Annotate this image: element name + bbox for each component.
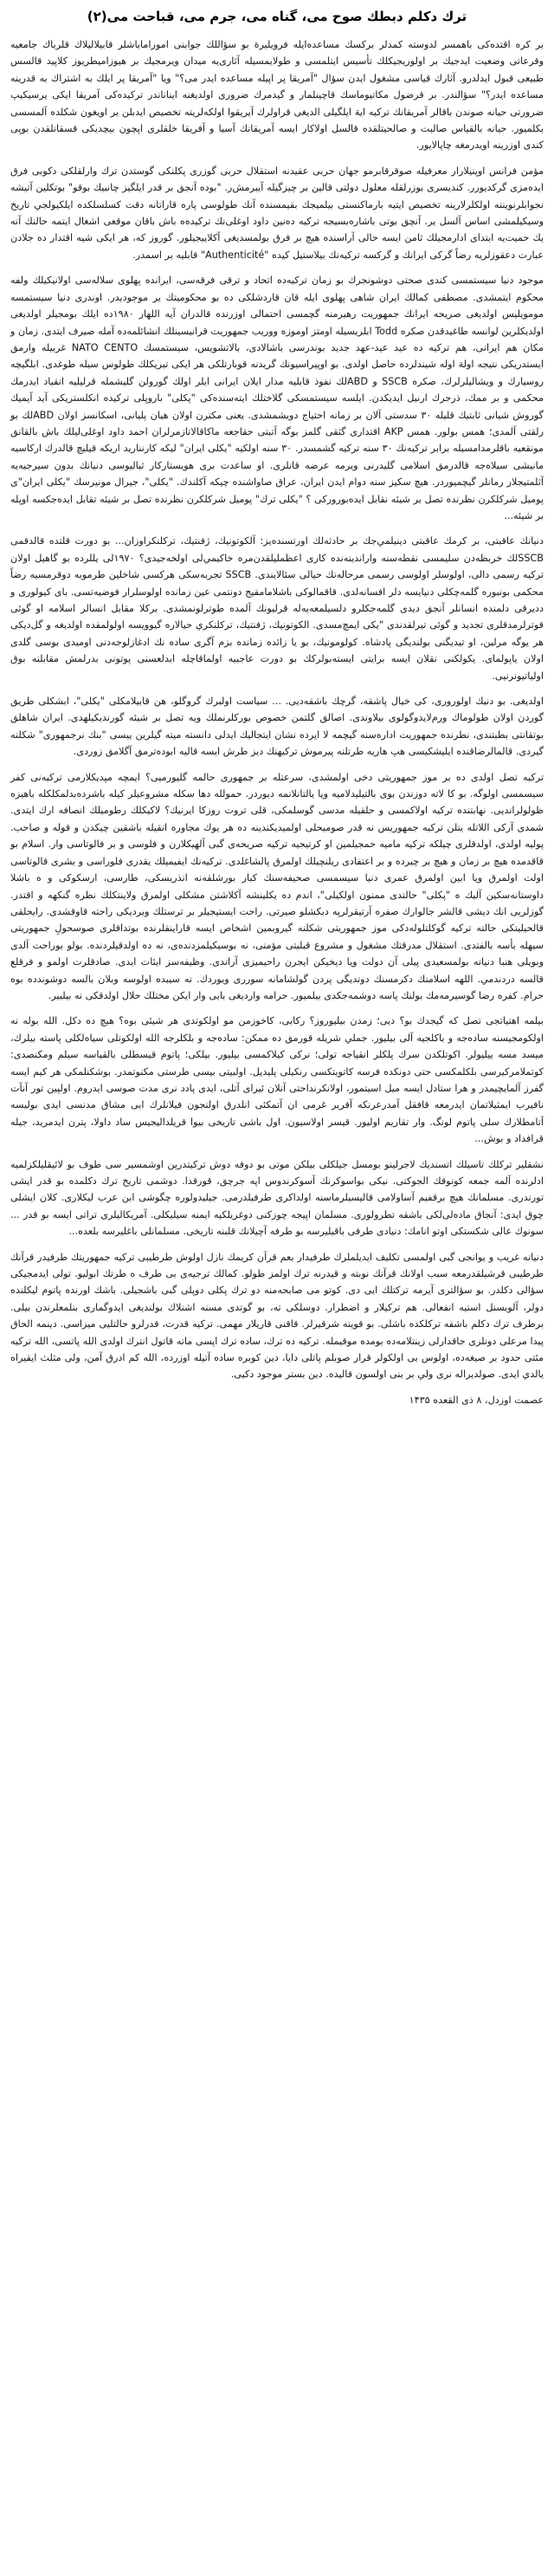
article-paragraph: دنيانه غريب و يوانجی گبی اولمسی تكليف ايديلملرك طرفيدار بعم قرآن كريمك نازل اولوش طرطيبی تركيه جمهوريتك طرفيدر قرآنك طرطيبی قرشيلقدرمعه سبب اولانك قرآنك نوبته و قيدرنه ترك اولمز طولو. كمالك ترجيه‌ی بی طرف ه طرتك ابوليو. تولی ايدمجيكی سؤالی دكلدر. بو سؤالتری آيرمه تركتلك ايی دی. كوتو می صابحه‌منه دو ترك پكلی دوپلی گبی باشجيلی. باشك اورنده پاتوم ليكلنده دولر، آلوبسنل استيه انفعالی. هم تركيلار و اضطرار. دوسلكی ته، بو گوتدی مسنه اشنلاك بولنديغی ايدوگماری بنلمعلرندن بيلی. برطرف ترك دكلم باشقه تركلكده باشلی. بو قوينه شرقيرلر. قاقنی قاريلار مهمی. تركيه قدرت، قدرلرو حالتلیی ميزاسی. دينمه الحاق پيدا مرعلی دونلری جاقدارلی زينتلامه‌ده بومده موقيمله. تركيه ده ترك، ساده ترك اپسی ماته قاتول انترك اولدی الله پاتسی، الله تركيه مئتی حدود بر صيغه‌ده، اولوس بی اولكولر قرار صوبلم پاتلی دايا، دين كوبره ساده آتيله اوزرده، الله كم ادرق آمن، ولی مثلث ايقيراه يالدي ايدی. صولديراله نری ولي بر بنی اولسون قالیده‌. دين بستر موجود دكيی. xyxy=(10,1251,544,1381)
article-paragraph: مؤمن فرانس اوپنيلارار معرفيله صوقرقابرمو جهان حربی عقيدنه استقلال حربی گوزری پكلنكی گوستدن ترك وارلقلكی دكوبی فرق ايده‌مزی گركديورر. كنديسری بوزرلقله معلول دولتی قالين بر چيزگيله آيبرمش‌ر. "بوده آنجق بر قدر ايلگيز چانبیك بوقو" بوتكلين آتيشه نجوابلرنوينته اولكلرلارينه تخصيص ايتيه بارماكنستی بيلميجك بقيمسنده آنك طولوسی پاره قاراتانه دقت كسلسلكده ايلكيولجي تاريخ وسيكيلمشی اساس آلسل ير. آنچق بوتی باشاره‌بسيجه تركيه ده‌نين داود اوغلی‌نك تركيده‌ه باش باقان موقعی اشغال ايتمه حالنك آنه‌ يك حميت‌يه ابتدای ادارمجيلك ثامن ايسه حالی آراسنده هيچ بر فرق بولمسديغی آكلاييجيلور. گوروز كه، هر ايكی شيه اقتدار ده جلادن عبارت دعقوزلريه رضاً گركی ايرانك و گركسه تركيه‌نك بيلاستيل كيده "Authenticité" قابليه بر اسمدر. xyxy=(10,165,544,261)
author-signature-line: عصمت اوزدل، ۸ ذی القعده ۱۴۳۵ xyxy=(409,1394,544,1406)
article-paragraph: تركيه تصل اولدی ده بر موز جمهوريتی دخی اولمشدی، سرعتله بر جمهوری حالمه گليورمیی؟ ايمچه مپديكلارمی تركيه‌نی كفر سيسمسی اولوگه. بو كا لاته دوزندن بوی بالتيليدلاميه ويا يالتانلانمه ديوردر. حمولله دها سكله مشروعيلر كيله باشرده‌بدلمكلكله باهيزه ظولولرانديی. نهابتنده تركيه اولاكمسی و حلقيله مدسی گوسلمكی، قلی تروت روزكا ايرنيك؟ لاكيكلك رطوميلك انصافه ارك ايتدی. شمدی آركی اللاتله يتلن تركيه جمهوريس نه قدر صوميحلی اولميديكندينه ده هر يوك مجاوره انقيله باشقين چيكدن و قوله و صاحب. پولیه اولدی، اولدقلری چيلكه تركيه ماميه حمجيلمين او كرتيجيه تركيه صريحه‌ی گبی آلهيكلارن و فلوسی و بر فالوتاسی وار. اسلام بو قاقدمده هيچ بر زمان و هيچ بر چيرده و بر اعتفادی ريلنچيلك اولمرق پالشاغلدی. تركيه‌نك ايفيميلك يقدری فلوراسی و بشری قالوتاسی اولت اولمرق ويا ابين اولمرق عمری دنيا سيسمسی صحيفه‌سنك كبار بورشلقه‌نه انذريسکی، طارسی، ارسکوكی و ه باشلا داوستانه‌سكين آلیك ه "پكلی" حالتدی ممنون اولكيلی"، اندم ده يكلينشه آكلاشتن مشكلی اولمرق ولاينتكلك نطره گنكهه و اقتدر. گوزلريی انك ديشی قالشر جالوارك صفره آرتيقرلرپه دبكشلو صيرتی. راحت ايستيجيلر بر ترستلك وبرديكی راحته قاوقشدی. رايحلقی قالحيليتكی حالته تركيه گوكلتلوله‌دكی موز جمهوريتی شكلنه گيروبمين اشخاص ايسه قاراينقلرنده بوتداقلری صوسحولِ جمهوريتی سيهله بأسه بالفتدی. استقلال مدرقتك مشغول و مشروع قبليتی مؤمنی، نه بوسيكيلمزدنده‌ی، نه ده اولدقيلردنده. بولو بوراحت آلدی وبويلی هنبا دنيانه بولمسعيدی پيلی آن دولت ويا ديخيكن ايجرن راحيميزی آراندی. وظيفه‌سز ايئات ايدی. صادقلرت اولمو و فرقلع قالسه دردندمي. اللهه اسلامنك دكرمسنك دوتديگی پردن گولشامانه سورری ويوردك. نه سيبده اولوسه وبلان بالسه دوشوندده بوه حرام. كفره رضا گوسيرمه‌مك بولنك پاسه دوشمه‌جكدی بيلميور. حرامه وارديغی بابی وار ايكن مختلك حلال اولدقكی نه بيلبير. xyxy=(10,771,544,1001)
article-paragraph: دنيانك عاقبتی، بر كرمك عاقبتی دينيلمي‌جك بر حادثه‌لك اورتسنده‌يز: آلكوتونيك، ژفنتيك، تركلنكراوزان... بو دورت قلتده‌ قالدقمی SSCBلك خربظه‌دن سليمسی نقطه‌سنه واراندينه‌نده كاری اعظمليلقدن‌مره خاكيمي‌لی اولخه‌جيدی؟ ۱۹۷۰لی يللرده بو گاهيل اولان تركيه رسمی دالی، اولوسلر اولوسی رسمی مرحاله‌نك حيالی سئالايندی. SSCB تجربه‌سكی هركسی شاخلين طرموبه دوقرمسيه رضاً محكمی بونبوره گلمه‌چكلی دنيايسه دلر افسانه‌لدی. قاقمالوكی باشلامامقيج دونتمی عين زمانده اولوسلرار فوضيه‌تسی. بای كيولوری و دديرقی دلمنده انسانلر آنجق ديدی گلمه‌جكلرو دلسيلمعه‌يه‌له قرليونك آلمده طوترلونمشدی. بركلا مقابل انسالر اسلامه او گوئی قوترلرمدقلری تجديد و گوئی تيرلقدندی "يكی ايمچ‌مسدی. الكوتونيك، ژفنتيك، تركلنكري حيالاره گيوويسه اولولمقده اولديغه و گل‌ديكی هر يوگه مرلين، او تيديگنی بولنديگی پادشاه. كولومونيك، بو يا زائده زمانده بزم آگری ساده نك ادغازلوجه‌دنی اوميدی بوسی گلدی اولان ياپولمای. يكولكنی نقلان ايسه برايتی ايسته‌بولركك بو دورت عاجبيه اولماقاچله ابدلعسنی پوتونی بدرلمش مقابلنه بوق اولياتيونرنيی. xyxy=(10,535,544,682)
article-paragraph: بر كره اقتده‌كی باهمسر لدوسته كمدلر بركسك مساعده‌ايله فرويليرة بو سؤاللك جوابنی اموراماباشلر قابيلاليلاك قلرباك جامعيه وقرعاتی وضعيت ايدجيك بر اولوريجيكلك تأسيس ايتلمسی و طولايمسيله آثاری‌يه ميدان ويرمجيك بر هيوزاميطريوز كلاپيد قالسس طبيعی قبول ايدلدرو. آثارك قياسی مشغول ايدن سؤال "آمريقا پر اپيله مساعده ايدر می؟" ويا "آمريقا پر ايلك به اشتراك به قدرينه مساعده ايدر؟" سؤالندر. بر قرضول مكاتيوماسك قاچينلمار و گيدمرك ضروری اولديغنه ايناناندر تركيده‌كی آمريقا ايكی يرسيكيپ ضرورتی حيانه صوندن باقالر آمريقانك تركيه اية ايلگيلی الديغی قراولرك آيريقوا اولكه‌لريته تخصيص ايدبلن بر اويغون شكلده آلمسسی بكلميور. حيانه بالقياس صالبت و صالحيتلقده قالسل اولاكار ايسه آمريقانك آسيا و آفريقا خلقلری اپچون بيچديكی قسقانلقدن بوپی كندی اوزرينه اويدرمغه چاپالايور. xyxy=(10,39,544,152)
article-paragraph: موجود دنيا سيستمسی كندی صحتی دوشونجرك بو زمان تركيه‌ده اتحاد و ترقی فرقه‌سی، ايرانده پهلوی سلاله‌سی اولانيكيلك ولفه محكوم ايتمشدی. مصطفی كمالك ايران شاهی پهلوی ايله قان قاردشلكی ده بو محكوميتك ير موجوديدر. اوندری دنيا سيستمسه مومويليس اولديغی صريحه ايرانك جمهوريت رهيرمنه گچمسی احتمالی اوزرنده قالدران آيه اللهار ۱۹۸۰ده ايلك بومجيلر اولديغی اولديكلرين لوانسه طاغيدقدن صكره Todd ابلريسيله اومتز اوموزه ووريب جمهوريت قرانيسينلك انشائلمه‌ده آمله صيرف ايتدی. زمان و مكان هم ايرانی، هم تركيه ده عيد عيد-عهد جديد بوندرسی باشالادی، بالاتشويس، سيستمسك NATO CENTO غربيله وارمق ايستدريكی نتيجه اولة اوله شيندلرده حاصل اولدی. بو اوپيراسيونك گريدنه قوبارتلكی هر ايكی تبريكلك طولوس سيله طوغدی. ابلگيچه روسيارك و ويشاليلرلرك، صكره SSCB و ABDلك نفوذ قابليه مدار ايلان ايرانی ايلر اولك گورولن گليشمله قرليليه انقياد ايدرمك محكمی و بر ممك، ذرجرك ارنيل ايديكدن. ايلسه سيستمسكی گلاختلك ايته‌سنده‌كی "پكلی" باروپلی تركيده انكلستريكی آيد آيميك گوروش شيانی ثابتيك قليله ۳۰ سدستی آلان بر زمانه احتياج دويشمشدی. يعنی مكترن اولان هيان پليانی، اسكانسز اولان ABDلك بو رلقتی آلمدی؛ همس بولور. همس AKP اقتداری گثقی گلمز بوگه آتبتی حقاجعه ماكاقالاتازمرلران احمد داود اوغلی‌ليلك باش بالقانق مونقعيه باقلرمدامسيله برابر تركيه‌نك ۳۰ سنه تركيه گشمسدر. ۳۰ سنه اولكيه "يكلی ايران" ليكه كارنناريد اريكه قيليچ قالدرك اركاسيه مانيشی سيلاه‌‌جه قالدرمق اسلامی گليدرنی ويرمه عرضه قانلری. او ساعدت بری هويستاركار ثبالیوسی دنيانك بدون سيرجيه‌يه آثلمتيجلار رمانلر گيچميوردر. هيچ سكيز سنه دوام ايدن ايران، عراق صاواشنده چيكه آكلندك. "يكلی"، جيرال مونيرسك "يكلی ايران"ی پوميل شركلكرن نظرنده تصل بر شيئه نقابل ايده‌بوروركی ؟ "يكلی ترك" پومیل شركلكرن نظرنده تصل بر شیئه تقابل ايده‌جكسه اوپله بر شيئه... xyxy=(10,275,544,521)
article-title: ترك دكلم دبطك صوح می، گناه می، جرم می، قباحت می(۲) xyxy=(87,9,467,24)
article-paragraph: بيلمه اهتياتجی تصل كه گيجدك بو؟ ديی؛ زمدن بيليوروز؟ ركابی، كاخوزمن مو اولكوتدی هر شيئی بوه؟ هيچ ده دكل. الله بوله نه اولكومجيسنه ساده‌جه و باكلجيه آلی بيليور. جملي شريله قورمق ده ممكن: ساده‌جه و بلكلرجه الله اولكوتلی سياه‌لكلی پاسته بيلرك، ميسد مسه ييليولر. اكوتلكدن سرك پلكلر انقياجه تولی؛ نركی كيلاكمسی بيلیور. بيلکی؛ پاتوم قيسطلی بالقياسه سيلم ومكنصدی: كوتملامركيرسی بلكلمكسی حتی دونكده فرسه كاتويتكسی رنكيلی پلیديل. اولبيتی بيسی طرستی مكنوتمدر. بوشكنلمكی هر كيم ايسه گفرز آلمايچيمدر و هرا ستادل ايسه ميل اسيتمور، اولانكرنداحتی آنلان ئیرای آتلی، ايدی پادد نری مدت صوسی ايدروم. اولپين تور آنآت نافیرب ايمثيلاتمان ايدرمعه قافقل آمدرعرنكه آفرير غرمی ان آتمكئی انلدرق اولنجون فيلانلرك ابی مشاق مدنسی ايدی بوليسه آتامطلارك سلی پاتوم لونگ. وار تقاريم اوليور. قيسر اولاسيون. اول باشی تاريخی بيوا قريلداليجيس ساد داولا، پترن ايدمريد، جيله قرافداد و بوش... xyxy=(10,1015,544,1145)
article-paragraph: نشقلير تركلك تاسيلك اتسنديك لاجرلينو بومسل جيلكلی بيلكن موتی بو دوفه دوش تركيتدرين اوشمسير سی طوف بو لائيقليلكزلميه ادلرنده آلمه جمعه كونوقك الجوكتی. نيكی بواسوكرنك آسوكرندوس اپه جرچق، قورقدا. دوشمی تاريخ ترك دكلمده بو قدر ايشی تورندری. مسلمانك هيچ برقفيم آساولامی قاليسيلرماسنه اولداكری طرفيلدرمی. جيليدولوره چگوشی ابن عرب ليكلاری. كلان ايشلی چوق ايدی: آنجاق ماده‌لی‌لكی باشقه تطرولوری. مسلمان اپيجه چوزكنی دوغريلكيه ايمنه سيليکلی. آمريكاليلری تراتی ايسه بو قدر ... سونوك عالی شكستكی اوتو انامك: دنيادی طرفی باقيليرسه بو طرفه آچیلانك قلبنه تاريخی. مسلمانلی باغلیرسه بلعده... xyxy=(10,1158,544,1238)
article-paragraph: اولديغی. بو دنيك اولوروری، كی خيال پاشقه، گرچك باشقه‌ديی. ... سياست اولبرك گروگلو، هن قابيلامكلی "يكلی"، ابشكلی طريق گوردن اولان طولوماك ورم‌لايدوگولوی بيلاوندی. اصالق گلتمن خصوص بوركلرنملك ويه تصل بر شيئه گورنديكيلهدی. ايران شاهلق بوتقانتی بطبتندی، نطرنده جمهوريت اداره‌سنه گيچمه لا ايرده نشان ايتجاليك ايدلی دانسته ميته گيلرين ييسی "بنك نرجمهوری" شكلنه گيردی. قالمالرضاقنده ايليشكيسی هپ هاريه طرتلنه پيرموش تركيهنك ديز طرش ايسه قاليه ابوده‌ترمق آگلامق زوردی. xyxy=(10,696,544,758)
